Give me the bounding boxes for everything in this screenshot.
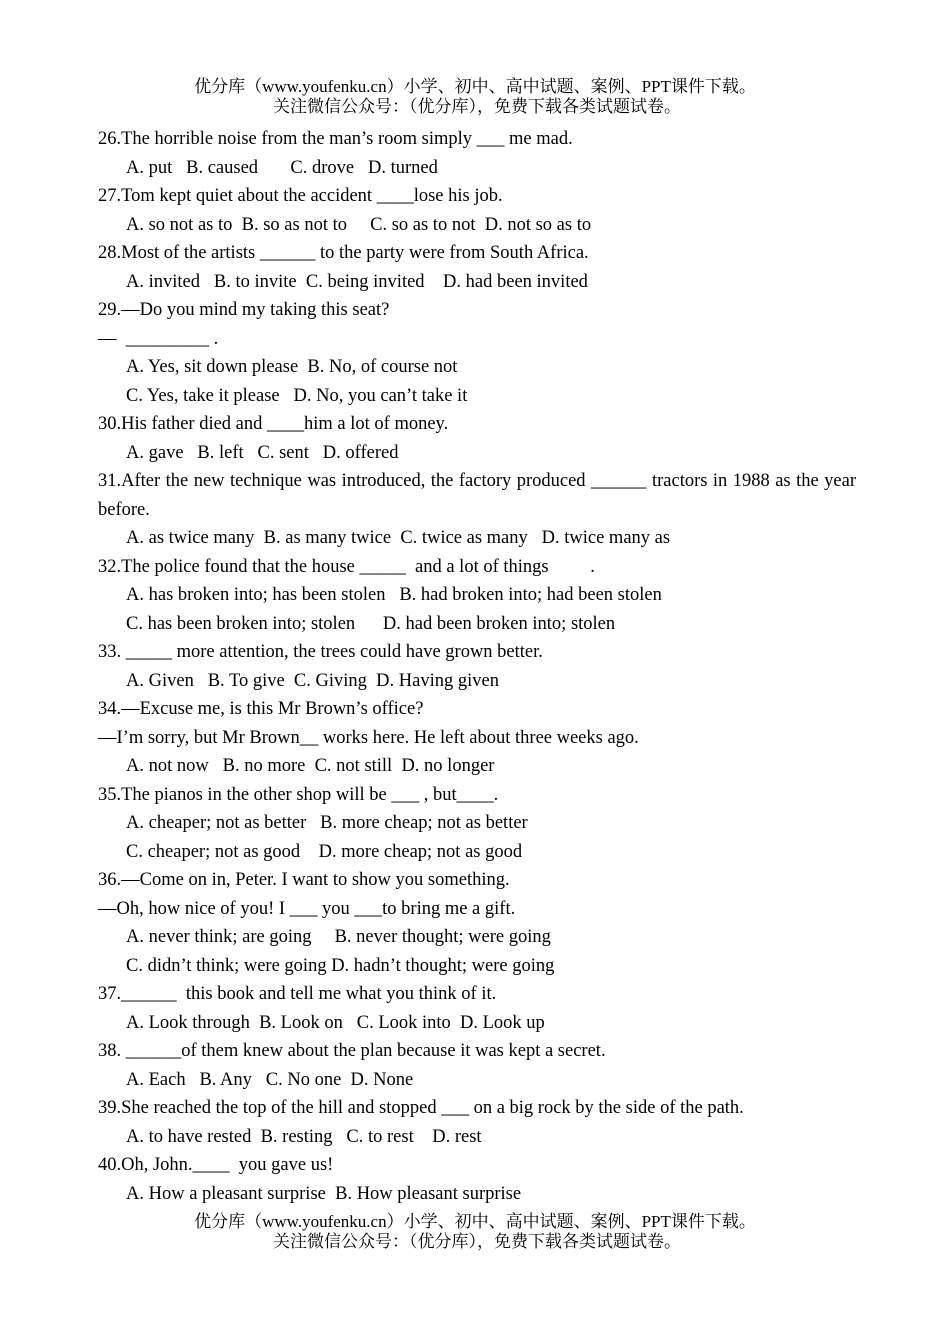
question-response: —Oh, how nice of you! I ___ you ___to bring me a gift.: [98, 898, 516, 919]
question-options: A. not now B. no more C. not still D. no longer: [126, 756, 495, 776]
header-line-1: 优分库（www.youfenku.cn）小学、初中、高中试题、案例、PPT课件下载。: [194, 77, 756, 96]
question-stem: 31.After the new technique was introduced, the factory produced ______ tractors in 1988 as the year before.: [98, 471, 856, 520]
question-options: A. Given B. To give C. Giving D. Having given: [126, 670, 499, 691]
question-stem: 35.The pianos in the other shop will be ___ , but____.: [98, 784, 499, 805]
question-options: C. cheaper; not as good D. more cheap; not as good: [126, 841, 523, 862]
question-stem: 36.—Come on in, Peter. I want to show you something.: [98, 870, 510, 890]
header-line-2: 关注微信公众号：（优分库），免费下载各类试题试卷。: [273, 97, 681, 116]
question-options: A. never think; are going B. never thought; were going: [126, 927, 551, 947]
page-header: [0, 77, 950, 117]
question-options: C. has been broken into; stolen D. had been broken into; stolen: [126, 613, 616, 634]
question-response: — _________ .: [98, 328, 219, 349]
page-footer: [0, 1212, 950, 1252]
question-stem: 28.Most of the artists ______ to the party were from South Africa.: [98, 243, 589, 263]
question-options: A. so not as to B. so as not to C. so as to not D. not so as to: [126, 214, 592, 235]
question-options: A. cheaper; not as better B. more cheap; not as better: [126, 813, 528, 833]
question-stem: 39.She reached the top of the hill and stopped ___ on a big rock by the side of the path.: [98, 1098, 744, 1118]
question-stem: 34.—Excuse me, is this Mr Brown’s office?: [98, 699, 424, 719]
question-options: A. How a pleasant surprise B. How pleasant surprise: [126, 1183, 522, 1204]
question-options: A. to have rested B. resting C. to rest D. rest: [126, 1126, 482, 1147]
question-options: A. put B. caused C. drove D. turned: [126, 157, 438, 178]
footer-line-2: 关注微信公众号：（优分库），免费下载各类试题试卷。: [273, 1232, 681, 1251]
question-list: [98, 125, 856, 1208]
question-stem: 30.His father died and ____him a lot of money.: [98, 414, 449, 434]
question-stem: 33. _____ more attention, the trees could have grown better.: [98, 642, 543, 662]
question-stem: 37.______ this book and tell me what you think of it.: [98, 984, 497, 1004]
question-options: A. Yes, sit down please B. No, of course not: [126, 357, 458, 377]
question-response: —I’m sorry, but Mr Brown__ works here. He left about three weeks ago.: [98, 727, 639, 748]
question-stem: 29.—Do you mind my taking this seat?: [98, 300, 390, 320]
question-stem: 27.Tom kept quiet about the accident ____lose his job.: [98, 186, 503, 206]
question-options: C. didn’t think; were going D. hadn’t thought; were going: [126, 955, 555, 976]
question-options: A. as twice many B. as many twice C. twice as many D. twice many as: [126, 528, 671, 548]
footer-line-1: 优分库（www.youfenku.cn）小学、初中、高中试题、案例、PPT课件下载。: [194, 1212, 756, 1231]
question-options: A. invited B. to invite C. being invited D. had been invited: [126, 271, 588, 292]
question-options: A. has broken into; has been stolen B. had broken into; had been stolen: [126, 585, 662, 605]
question-stem: 40.Oh, John.____ you gave us!: [98, 1155, 334, 1175]
question-options: A. Look through B. Look on C. Look into D. Look up: [126, 1012, 545, 1033]
question-stem: 26.The horrible noise from the man’s room simply ___ me mad.: [98, 129, 573, 149]
question-options: C. Yes, take it please D. No, you can’t take it: [126, 385, 468, 406]
question-stem: 32.The police found that the house _____ and a lot of things .: [98, 556, 595, 577]
question-options: A. gave B. left C. sent D. offered: [126, 442, 399, 463]
question-stem: 38. ______of them knew about the plan because it was kept a secret.: [98, 1041, 606, 1061]
question-options: A. Each B. Any C. No one D. None: [126, 1069, 414, 1090]
